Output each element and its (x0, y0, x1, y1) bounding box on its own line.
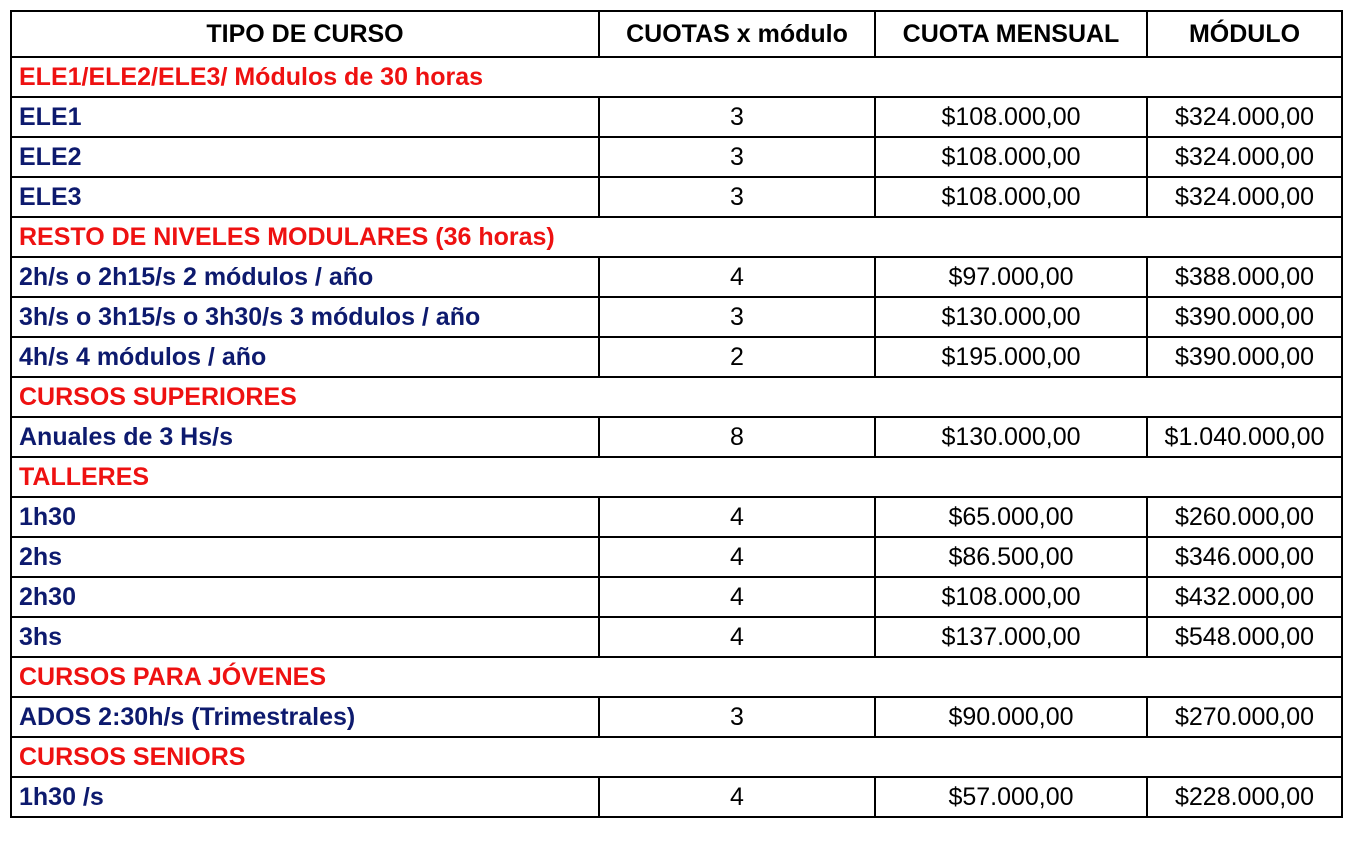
cuota-mensual-cell: $65.000,00 (875, 497, 1147, 537)
table-body (11, 57, 1342, 817)
table-row (11, 137, 1342, 177)
course-name-cell: 2h30 (11, 577, 599, 617)
modulo-cell: $1.040.000,00 (1147, 417, 1342, 457)
course-name-cell: 1h30 (11, 497, 599, 537)
cuota-mensual-cell: $86.500,00 (875, 537, 1147, 577)
table-row (11, 537, 1342, 577)
header-row (11, 11, 1342, 57)
section-row (11, 657, 1342, 697)
header-cuota-mensual: CUOTA MENSUAL (875, 11, 1147, 57)
modulo-cell: $390.000,00 (1147, 297, 1342, 337)
cuotas-cell: 2 (599, 337, 875, 377)
cuota-mensual-cell: $57.000,00 (875, 777, 1147, 817)
cuotas-cell: 3 (599, 137, 875, 177)
cuota-mensual-cell: $97.000,00 (875, 257, 1147, 297)
section-row (11, 217, 1342, 257)
cuotas-cell: 4 (599, 577, 875, 617)
table-row (11, 297, 1342, 337)
cuotas-cell: 3 (599, 97, 875, 137)
modulo-cell: $324.000,00 (1147, 97, 1342, 137)
section-title: CURSOS PARA JÓVENES (11, 657, 1342, 697)
modulo-cell: $324.000,00 (1147, 137, 1342, 177)
course-name-cell: 2h/s o 2h15/s 2 módulos / año (11, 257, 599, 297)
modulo-cell: $324.000,00 (1147, 177, 1342, 217)
modulo-cell: $432.000,00 (1147, 577, 1342, 617)
modulo-cell: $346.000,00 (1147, 537, 1342, 577)
table-row (11, 257, 1342, 297)
modulo-cell: $228.000,00 (1147, 777, 1342, 817)
cuota-mensual-cell: $90.000,00 (875, 697, 1147, 737)
section-title: TALLERES (11, 457, 1342, 497)
section-title: ELE1/ELE2/ELE3/ Módulos de 30 horas (11, 57, 1342, 97)
cuota-mensual-cell: $130.000,00 (875, 417, 1147, 457)
modulo-cell: $390.000,00 (1147, 337, 1342, 377)
modulo-cell: $260.000,00 (1147, 497, 1342, 537)
section-title: RESTO DE NIVELES MODULARES (36 horas) (11, 217, 1342, 257)
modulo-cell: $388.000,00 (1147, 257, 1342, 297)
cuotas-cell: 3 (599, 177, 875, 217)
course-name-cell: 3h/s o 3h15/s o 3h30/s 3 módulos / año (11, 297, 599, 337)
course-name-cell: 4h/s 4 módulos / año (11, 337, 599, 377)
cuotas-cell: 4 (599, 257, 875, 297)
course-name-cell: Anuales de 3 Hs/s (11, 417, 599, 457)
course-name-cell: ELE1 (11, 97, 599, 137)
course-name-cell: ELE2 (11, 137, 599, 177)
header-cuotas-x-modulo: CUOTAS x módulo (599, 11, 875, 57)
section-row (11, 737, 1342, 777)
table-row (11, 97, 1342, 137)
cuota-mensual-cell: $195.000,00 (875, 337, 1147, 377)
cuotas-cell: 4 (599, 777, 875, 817)
cuota-mensual-cell: $108.000,00 (875, 137, 1147, 177)
course-name-cell: 1h30 /s (11, 777, 599, 817)
modulo-cell: $270.000,00 (1147, 697, 1342, 737)
section-row (11, 57, 1342, 97)
table-row (11, 177, 1342, 217)
header-modulo: MÓDULO (1147, 11, 1342, 57)
cuota-mensual-cell: $130.000,00 (875, 297, 1147, 337)
section-row (11, 457, 1342, 497)
cuotas-cell: 3 (599, 697, 875, 737)
header-tipo-de-curso: TIPO DE CURSO (11, 11, 599, 57)
section-title: CURSOS SUPERIORES (11, 377, 1342, 417)
course-name-cell: ELE3 (11, 177, 599, 217)
cuotas-cell: 4 (599, 497, 875, 537)
section-row (11, 377, 1342, 417)
table-row (11, 697, 1342, 737)
cuotas-cell: 4 (599, 537, 875, 577)
course-name-cell: 3hs (11, 617, 599, 657)
table-row (11, 497, 1342, 537)
section-title: CURSOS SENIORS (11, 737, 1342, 777)
modulo-cell: $548.000,00 (1147, 617, 1342, 657)
cuotas-cell: 4 (599, 617, 875, 657)
price-table (10, 10, 1343, 818)
cuota-mensual-cell: $137.000,00 (875, 617, 1147, 657)
cuota-mensual-cell: $108.000,00 (875, 577, 1147, 617)
table-row (11, 417, 1342, 457)
cuotas-cell: 8 (599, 417, 875, 457)
cuotas-cell: 3 (599, 297, 875, 337)
table-row (11, 617, 1342, 657)
table-row (11, 577, 1342, 617)
cuota-mensual-cell: $108.000,00 (875, 97, 1147, 137)
table-row (11, 337, 1342, 377)
table-row (11, 777, 1342, 817)
course-name-cell: ADOS 2:30h/s (Trimestrales) (11, 697, 599, 737)
course-name-cell: 2hs (11, 537, 599, 577)
cuota-mensual-cell: $108.000,00 (875, 177, 1147, 217)
